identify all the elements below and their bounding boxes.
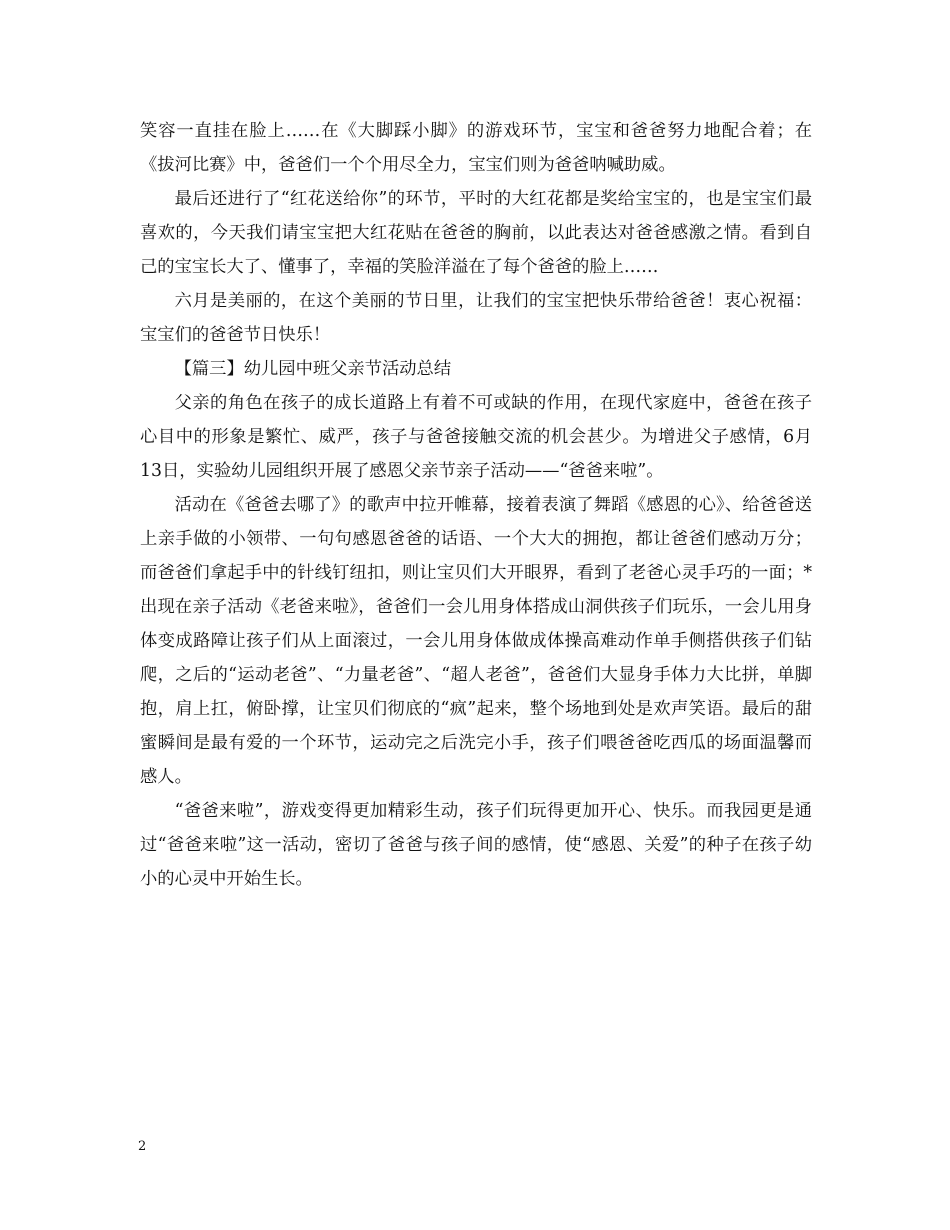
paragraph-red-flower: 最后还进行了“红花送给你”的环节，平时的大红花都是奖给宝宝的，也是宝宝们最喜欢的，今天我们请宝宝把大红花贴在爸爸的胸前，以此表达对爸爸感激之情。看到自己的宝宝长大了、懂事了，幸福的笑脸洋溢在了每个爸爸的脸上…… <box>140 189 812 277</box>
paragraph-continuation: 笑容一直挂在脸上……在《大脚踩小脚》的游戏环节，宝宝和爸爸努力地配合着；在《拔河比赛》中，爸爸们一个个用尽全力，宝宝们则为爸爸呐喊助威。 <box>140 121 812 175</box>
paragraph-activity: 活动在《爸爸去哪了》的歌声中拉开帷幕，接着表演了舞蹈《感恩的心》、给爸爸送上亲手做的小领带、一句句感恩爸爸的话语、一个大大的拥抱，都让爸爸们感动万分；而爸爸们拿起手中的针线钉纽扣，则让宝贝们大开眼界，看到了老爸心灵手巧的一面；*出现在亲子活动《老爸来啦》，爸爸们一会儿用身体搭成山洞供孩子们玩乐，一会儿用身体变成路障让孩子们从上面滚过，一会儿用身体做成体操高难动作单手侧搭供孩子们钻爬，之后的“运动老爸”、“力量老爸”、“超人老爸”，爸爸们大显身手体力大比拼，单脚抱，肩上扛，俯卧撑，让宝贝们彻底的“疯”起来，整个场地到处是欢声笑语。最后的甜蜜瞬间是最有爱的一个环节，运动完之后洗完小手，孩子们喂爸爸吃西瓜的场面温馨而感人。 <box>140 495 812 787</box>
page-number: 2 <box>138 1139 147 1154</box>
body-text <box>140 114 812 896</box>
paragraph-father-role: 父亲的角色在孩子的成长道路上有着不可或缺的作用，在现代家庭中，爸爸在孩子心目中的形象是繁忙、威严，孩子与爸爸接触交流的机会甚少。为增进父子感情，6月13日，实验幼儿园组织开展了感恩父亲节亲子活动——“爸爸来啦”。 <box>140 393 812 481</box>
paragraph-conclusion: “爸爸来啦”，游戏变得更加精彩生动，孩子们玩得更加开心、快乐。而我园更是通过“爸爸来啦”这一活动，密切了爸爸与孩子间的感情，使“感恩、关爱”的种子在孩子幼小的心灵中开始生长。 <box>140 801 812 889</box>
paragraph-june-blessing: 六月是美丽的，在这个美丽的节日里，让我们的宝宝把快乐带给爸爸！衷心祝福：宝宝们的爸爸节日快乐！ <box>140 291 812 345</box>
section-heading: 【篇三】幼儿园中班父亲节活动总结 <box>174 359 452 379</box>
